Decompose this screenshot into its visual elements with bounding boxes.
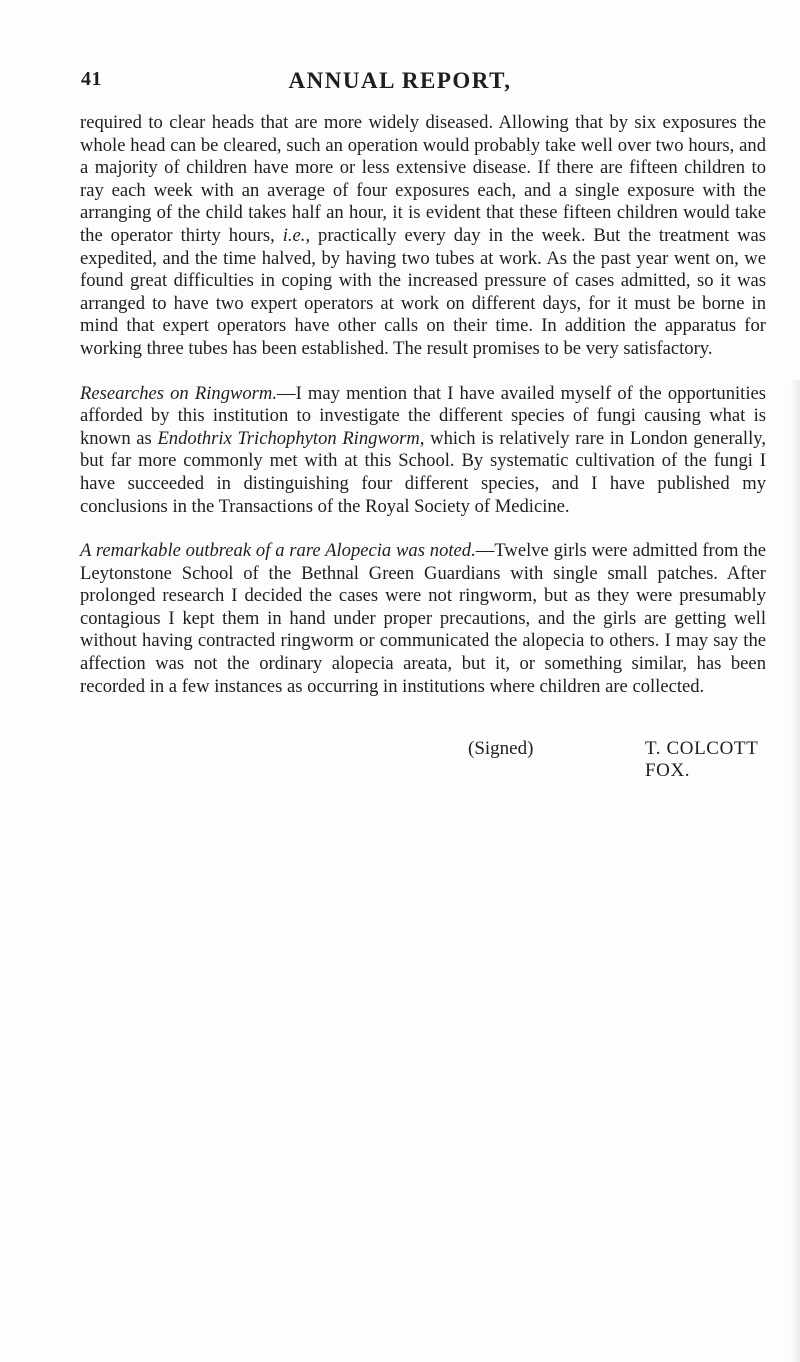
report-body bbox=[80, 112, 766, 698]
paragraph-text: which is relatively rare in London generally, but far more commonly met with at this School. By systematic cultivation of the fungi I have succeeded in distinguishing four different species, and I have published my conclusions in the Transactions of the Royal Society of Medicine. bbox=[80, 427, 767, 517]
signed-label: (Signed) bbox=[468, 738, 534, 759]
paragraph-text: practically every day in the week. But the treatment was expedited, and the time halved, by having two tubes at work. As the past year went on, we found great difficulties in coping with the increased pressure of cases admitted, so it was arranged to have two expert operators at work on different days, for it must be borne in mind that expert operators have other calls on their time. In addition the apparatus for working three tubes has been established. The result promises to be very satisfactory. bbox=[80, 224, 766, 359]
page-edge-shadow bbox=[790, 380, 800, 1362]
paragraph-text: required to clear heads that are more widely diseased. Allowing that by six exposures the whole head can be cleared, such an operation would probably take well over two hours, and a majority of children have more or less extensive disease. If there are fifteen children to ray each week with an average of four exposures each, and a single exposure with the arranging of the child takes half an hour, it is evident that these fifteen children would take the operator thirty hours, bbox=[80, 112, 766, 246]
section-title: Researches on Ringworm. bbox=[80, 382, 277, 404]
page-number: 41 bbox=[81, 68, 102, 90]
running-head: ANNUAL REPORT, bbox=[288, 68, 512, 93]
paragraph-text: —I may mention that I have availed myself of the opportunities afforded by this institution to investigate the different species of fungi causing what is known as bbox=[80, 382, 767, 449]
species-name: Endothrix Trichophyton Ringworm, bbox=[157, 427, 425, 449]
signature-block bbox=[468, 738, 768, 781]
section-title: A remarkable outbreak of a rare Alopecia was noted. bbox=[80, 540, 476, 562]
abbreviation-ie: i.e., bbox=[282, 224, 311, 246]
paragraph-researches-on-ringworm bbox=[80, 383, 766, 519]
signatory-name: T. COLCOTT FOX. bbox=[645, 738, 758, 781]
page-header bbox=[80, 68, 720, 98]
paragraph-text: —Twelve girls were admitted from the Leytonstone School of the Bethnal Green Guardians with single small patches. After prolonged research I decided the cases were not ringworm, but as they were presumably contagious I kept them in hand under proper precautions, and the girls are getting well without having contracted ringworm or communicated the alopecia to others. I may say the affection was not the ordinary alopecia areata, but it, or something similar, has been recorded in a few instances as occurring in institutions where children are collected. bbox=[80, 540, 766, 697]
paragraph-ringworm-treatment bbox=[80, 112, 766, 361]
paragraph-alopecia-outbreak bbox=[80, 540, 766, 698]
